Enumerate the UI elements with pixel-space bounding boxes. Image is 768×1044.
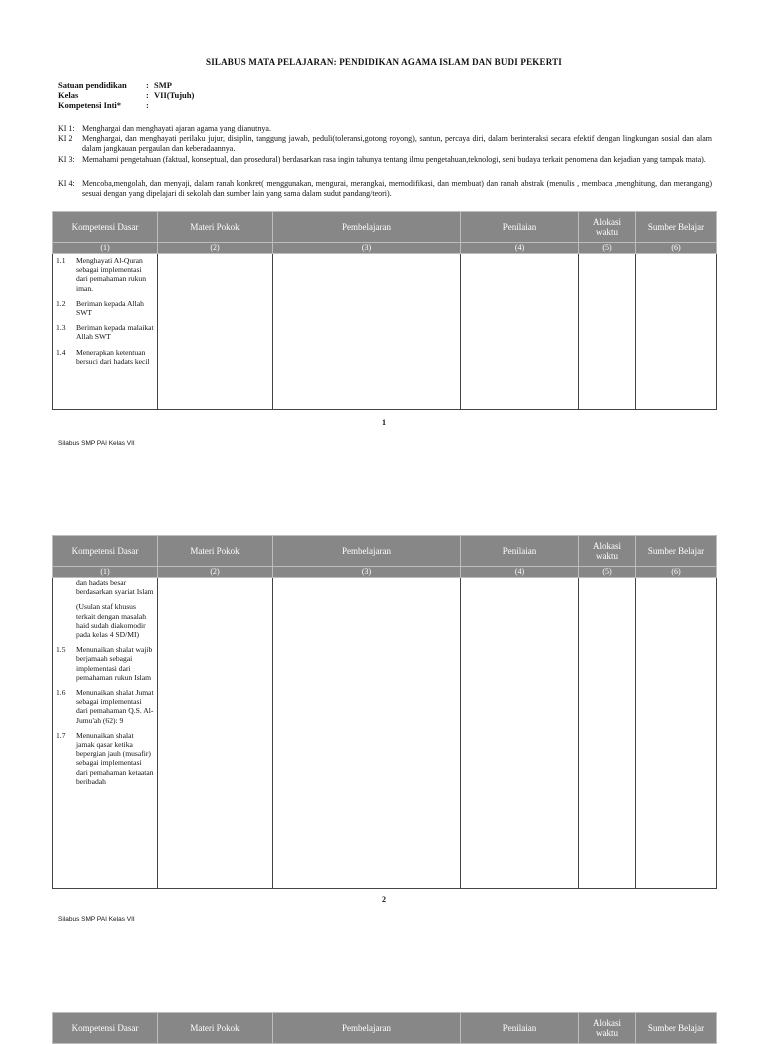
ki-4 bbox=[58, 179, 712, 199]
ki-number: KI 3: bbox=[58, 155, 75, 164]
kd-text: Menghayati Al-Quran sebagai implementasi dari pemahaman rukun iman. bbox=[76, 256, 147, 293]
index-cell: (2) bbox=[158, 243, 273, 254]
document-title: SILABUS MATA PELAJARAN: PENDIDIKAN AGAMA ISLAM DAN BUDI PEKERTI bbox=[206, 57, 562, 67]
pembelajaran-cell bbox=[273, 254, 461, 410]
header-penilaian: Penilaian bbox=[461, 536, 579, 567]
kd-number: 1.2 bbox=[56, 298, 66, 308]
kd-text: Menunaikan shalat wajib berjamaah sebagai implementasi dari pemahaman rukun Islam bbox=[76, 645, 153, 682]
sumber-cell bbox=[636, 254, 717, 410]
kd-continuation: dan hadats besar berdasarkan syariat Islam bbox=[76, 578, 154, 597]
kd-item bbox=[56, 731, 154, 786]
kd-number: 1.1 bbox=[56, 256, 66, 265]
header-sumber-belajar: Sumber Belajar bbox=[636, 212, 717, 243]
meta-sep: : bbox=[146, 90, 149, 100]
footer-text: Silabus SMP PAI Kelas VII bbox=[58, 916, 135, 923]
syllabus-table-page-2 bbox=[52, 535, 717, 889]
kd-number: 1.6 bbox=[56, 688, 66, 698]
page-number: 2 bbox=[382, 895, 386, 904]
header-pembelajaran: Pembelajaran bbox=[273, 212, 461, 243]
ki-number: KI 1: bbox=[58, 124, 75, 133]
ki-3 bbox=[58, 155, 712, 165]
index-cell: (4) bbox=[461, 567, 579, 578]
sumber-cell bbox=[636, 578, 717, 889]
index-cell: (6) bbox=[636, 567, 717, 578]
kd-item bbox=[56, 348, 154, 366]
header-kompetensi-dasar: Kompetensi Dasar bbox=[53, 1013, 158, 1044]
ki-text: Menghargai dan menghayati ajaran agama yang dianutnya. bbox=[82, 124, 271, 133]
header-penilaian: Penilaian bbox=[461, 1013, 579, 1044]
header-materi-pokok: Materi Pokok bbox=[158, 536, 273, 567]
header-sumber-belajar: Sumber Belajar bbox=[636, 536, 717, 567]
header-materi-pokok: Materi Pokok bbox=[158, 1013, 273, 1044]
meta-value: VII(Tujuh) bbox=[154, 90, 195, 100]
kd-number: 1.7 bbox=[56, 730, 66, 740]
ki-text: Memahami pengetahuan (faktual, konseptual, dan prosedural) berdasarkan rasa ingin tahunya tentang ilmu pengetahuan,teknologi, seni budaya terkait penomena dan kejadian yang tampak mata). bbox=[82, 155, 706, 164]
materi-cell bbox=[158, 578, 273, 889]
kd-cell bbox=[53, 578, 158, 889]
kd-note: (Usulan staf khusus terkait dengan masalah haid sudah diakomodir pada kelas 4 SD/MI) bbox=[76, 602, 147, 640]
ki-2 bbox=[58, 134, 712, 154]
materi-cell bbox=[158, 254, 273, 410]
index-cell: (3) bbox=[273, 243, 461, 254]
header-alokasi-waktu: Alokasi waktu bbox=[579, 1013, 636, 1044]
meta-kompetensi-inti bbox=[58, 100, 154, 110]
kd-number: 1.3 bbox=[56, 323, 66, 333]
index-cell: (2) bbox=[158, 567, 273, 578]
kd-item bbox=[56, 323, 154, 341]
index-cell: (5) bbox=[579, 567, 636, 578]
kd-number: 1.4 bbox=[56, 347, 66, 357]
index-cell: (6) bbox=[636, 243, 717, 254]
header-sumber-belajar: Sumber Belajar bbox=[636, 1013, 717, 1044]
meta-satuan bbox=[58, 80, 172, 90]
penilaian-cell bbox=[461, 254, 579, 410]
meta-sep: : bbox=[146, 100, 149, 110]
header-kompetensi-dasar: Kompetensi Dasar bbox=[53, 536, 158, 567]
index-cell: (3) bbox=[273, 567, 461, 578]
index-cell: (4) bbox=[461, 243, 579, 254]
kd-text: Beriman kepada Allah SWT bbox=[76, 298, 144, 318]
header-kompetensi-dasar: Kompetensi Dasar bbox=[53, 212, 158, 243]
kd-text: Beriman kepada malaikat Allah SWT bbox=[76, 323, 154, 342]
meta-label: Satuan pendidikan bbox=[58, 80, 127, 90]
header-pembelajaran: Pembelajaran bbox=[273, 1013, 461, 1044]
kd-item bbox=[56, 645, 154, 682]
ki-number: KI 2 bbox=[58, 134, 73, 143]
ki-1 bbox=[58, 124, 712, 134]
kd-item bbox=[56, 688, 154, 725]
meta-label: Kelas bbox=[58, 90, 79, 100]
meta-label: Kompetensi Inti* bbox=[58, 100, 122, 110]
page-number: 1 bbox=[382, 418, 386, 427]
index-cell: (5) bbox=[579, 243, 636, 254]
meta-value: SMP bbox=[154, 80, 172, 90]
kd-item bbox=[56, 256, 154, 293]
meta-sep: : bbox=[146, 80, 149, 90]
penilaian-cell bbox=[461, 578, 579, 889]
kd-item bbox=[56, 299, 154, 317]
ki-text: Mencoba,mengolah, dan menyaji, dalam ranah konkret( menggunakan, mengurai, merangkai, memodifikasi, dan membuat) dan ranah abstrak (menulis , membaca ,menghitung, dan merangang) sesuai dengan yang dipelajari di sekolah dan sumber lain yang sama dalam sudut pandang/teori). bbox=[82, 179, 712, 198]
header-materi-pokok: Materi Pokok bbox=[158, 212, 273, 243]
syllabus-table-page-1 bbox=[52, 211, 717, 410]
ki-number: KI 4: bbox=[58, 179, 75, 188]
kd-cell bbox=[53, 254, 158, 410]
pembelajaran-cell bbox=[273, 578, 461, 889]
index-cell: (1) bbox=[53, 567, 158, 578]
header-alokasi-waktu: Alokasi waktu bbox=[579, 536, 636, 567]
syllabus-table-page-3 bbox=[52, 1012, 717, 1044]
ki-text: Menghargai, dan menghayati perilaku jujur, disiplin, tanggung jawab, peduli(toleransi,gotong royong), santun, percaya diri, dalam berinteraksi secara efektif dengan lingkungan sosial dan alam dalam jangkauan pergaulan dan keberadaannya. bbox=[82, 134, 712, 153]
header-penilaian: Penilaian bbox=[461, 212, 579, 243]
kd-text: Menunaikan shalat Jumat sebagai implementasi dari pemahaman Q.S. Al-Jumu'ah (62): 9 bbox=[76, 688, 154, 725]
index-cell: (1) bbox=[53, 243, 158, 254]
kd-number: 1.5 bbox=[56, 645, 66, 655]
alokasi-cell bbox=[579, 578, 636, 889]
header-pembelajaran: Pembelajaran bbox=[273, 536, 461, 567]
kd-text: Menerapkan ketentuan bersuci dari hadats kecil bbox=[76, 347, 150, 366]
alokasi-cell bbox=[579, 254, 636, 410]
meta-kelas bbox=[58, 90, 194, 100]
kd-text: Menunaikan shalat jamak qasar ketika bepergian jauh (musafir) sebagai implementasi dari pemahaman ketaatan beribadah bbox=[76, 730, 154, 786]
footer-text: Silabus SMP PAI Kelas VII bbox=[58, 440, 135, 447]
header-alokasi-waktu: Alokasi waktu bbox=[579, 212, 636, 243]
